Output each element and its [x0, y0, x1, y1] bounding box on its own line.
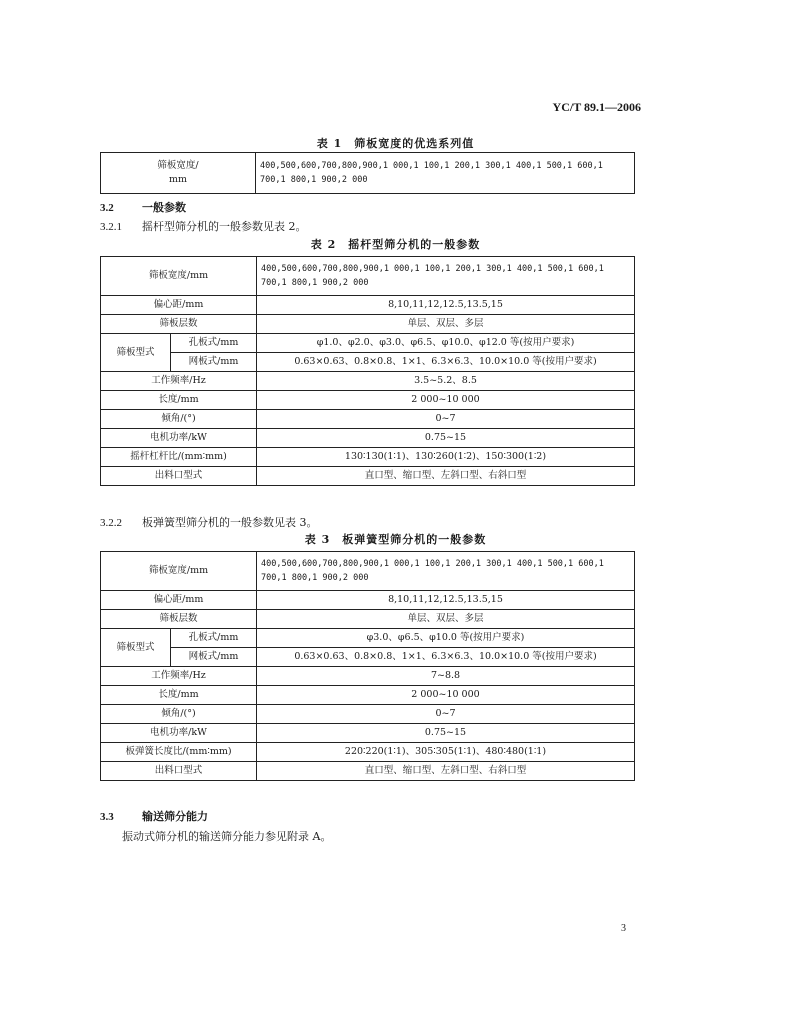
outlet-value: 直口型、缩口型、左斜口型、右斜口型: [257, 762, 635, 781]
power-value: 0.75~15: [257, 724, 635, 743]
table-row: [101, 686, 635, 705]
screen-type-label: 筛板型式: [101, 629, 171, 667]
table1-caption: 表 1 筛板宽度的优选系列值: [316, 137, 475, 150]
angle-value: 0~7: [257, 705, 635, 724]
table2-caption: 表 2 摇杆型筛分机的一般参数: [310, 238, 481, 251]
width-value: 400,500,600,700,800,900,1 000,1 100,1 200,1 300,1 400,1 500,1 600,1 700,1 800,1 900,2 000: [257, 257, 635, 296]
table-row: [101, 648, 635, 667]
hole-plate-label: 孔板式/mm: [171, 334, 257, 353]
angle-value: 0~7: [257, 410, 635, 429]
table-row: [101, 467, 635, 486]
power-label: 电机功率/kW: [101, 429, 257, 448]
frequency-label: 工作频率/Hz: [101, 667, 257, 686]
table-row: [101, 153, 635, 194]
section-3-2-heading: 3.2 一般参数: [100, 201, 186, 214]
page-number: 3: [621, 923, 626, 934]
section-3-3-paragraph: 振动式筛分机的输送筛分能力参见附录 A。: [122, 830, 332, 843]
table-row: [101, 257, 635, 296]
mesh-plate-label: 网板式/mm: [171, 648, 257, 667]
outlet-label: 出料口型式: [101, 467, 257, 486]
table-row: [101, 353, 635, 372]
section-3-3-heading: 3.3 输送筛分能力: [100, 810, 208, 823]
outlet-label: 出料口型式: [101, 762, 257, 781]
table-row: [101, 334, 635, 353]
hole-plate-label: 孔板式/mm: [171, 629, 257, 648]
eccentricity-value: 8,10,11,12,12.5,13.5,15: [257, 591, 635, 610]
table-row: [101, 743, 635, 762]
table-row: [101, 410, 635, 429]
width-label: 筛板宽度/mm: [101, 552, 257, 591]
outlet-value: 直口型、缩口型、左斜口型、右斜口型: [257, 467, 635, 486]
table-row: [101, 315, 635, 334]
eccentricity-label: 偏心距/mm: [101, 591, 257, 610]
table2: [100, 256, 635, 486]
table-row: [101, 552, 635, 591]
width-label: 筛板宽度/mm: [101, 257, 257, 296]
table-row: [101, 762, 635, 781]
table-row: [101, 667, 635, 686]
table1-value: 400,500,600,700,800,900,1 000,1 100,1 200,1 300,1 400,1 500,1 600,1 700,1 800,1 900,2 000: [256, 153, 635, 194]
table-row: [101, 448, 635, 467]
ratio-label: 板弹簧长度比/(mm∶mm): [101, 743, 257, 762]
ratio-label: 摇杆杠杆比/(mm∶mm): [101, 448, 257, 467]
table-row: [101, 429, 635, 448]
layers-value: 单层、双层、多层: [257, 610, 635, 629]
ratio-value: 130∶130(1∶1)、130∶260(1∶2)、150∶300(1∶2): [257, 448, 635, 467]
table1-label: 筛板宽度/ mm: [101, 153, 256, 194]
table-row: [101, 724, 635, 743]
eccentricity-value: 8,10,11,12,12.5,13.5,15: [257, 296, 635, 315]
standard-code: YC/T 89.1—2006: [552, 100, 641, 114]
hole-plate-value: φ3.0、φ6.5、φ10.0 等(按用户要求): [257, 629, 635, 648]
section-3-2-1-paragraph: 3.2.1 摇杆型筛分机的一般参数见表 2。: [100, 220, 307, 233]
angle-label: 倾角/(°): [101, 705, 257, 724]
length-label: 长度/mm: [101, 686, 257, 705]
table-row: [101, 391, 635, 410]
length-value: 2 000~10 000: [257, 686, 635, 705]
layers-label: 筛板层数: [101, 315, 257, 334]
table3-caption: 表 3 板弹簧型筛分机的一般参数: [304, 533, 487, 546]
length-label: 长度/mm: [101, 391, 257, 410]
table3: [100, 551, 635, 781]
eccentricity-label: 偏心距/mm: [101, 296, 257, 315]
frequency-label: 工作频率/Hz: [101, 372, 257, 391]
frequency-value: 7~8.8: [257, 667, 635, 686]
hole-plate-value: φ1.0、φ2.0、φ3.0、φ6.5、φ10.0、φ12.0 等(按用户要求): [257, 334, 635, 353]
layers-value: 单层、双层、多层: [257, 315, 635, 334]
table1: [100, 152, 635, 194]
mesh-plate-value: 0.63×0.63、0.8×0.8、1×1、6.3×6.3、10.0×10.0 等(按用户要求): [257, 353, 635, 372]
table-row: [101, 629, 635, 648]
screen-type-label: 筛板型式: [101, 334, 171, 372]
layers-label: 筛板层数: [101, 610, 257, 629]
ratio-value: 220∶220(1∶1)、305∶305(1∶1)、480∶480(1∶1): [257, 743, 635, 762]
section-3-2-2-paragraph: 3.2.2 板弹簧型筛分机的一般参数见表 3。: [100, 516, 318, 529]
table-row: [101, 610, 635, 629]
table-row: [101, 705, 635, 724]
length-value: 2 000~10 000: [257, 391, 635, 410]
power-label: 电机功率/kW: [101, 724, 257, 743]
mesh-plate-value: 0.63×0.63、0.8×0.8、1×1、6.3×6.3、10.0×10.0 等(按用户要求): [257, 648, 635, 667]
width-value: 400,500,600,700,800,900,1 000,1 100,1 200,1 300,1 400,1 500,1 600,1 700,1 800,1 900,2 000: [257, 552, 635, 591]
frequency-value: 3.5~5.2、8.5: [257, 372, 635, 391]
table-row: [101, 591, 635, 610]
mesh-plate-label: 网板式/mm: [171, 353, 257, 372]
table-row: [101, 296, 635, 315]
table-row: [101, 372, 635, 391]
angle-label: 倾角/(°): [101, 410, 257, 429]
power-value: 0.75~15: [257, 429, 635, 448]
